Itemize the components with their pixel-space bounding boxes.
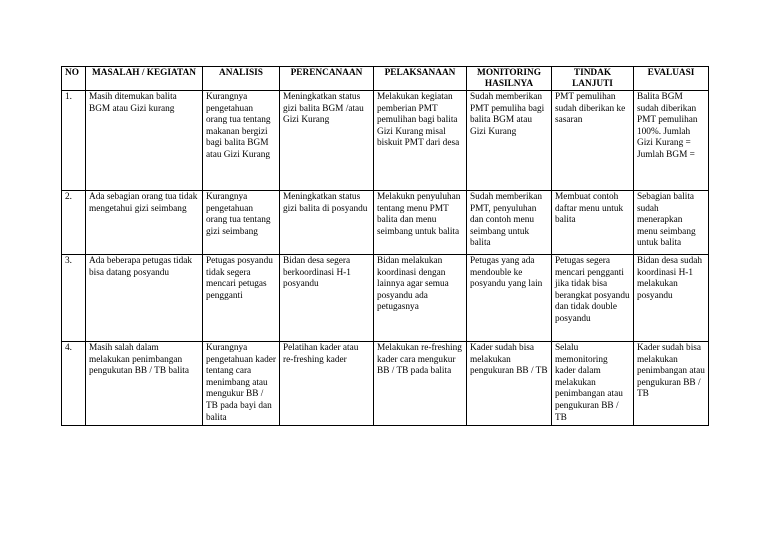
cell-analisis: Kurangnya pengetahuan orang tua tentang gizi seimbang bbox=[203, 191, 280, 255]
cell-masalah: Ada beberapa petugas tidak bisa datang posyandu bbox=[86, 255, 203, 342]
cell-perencanaan: Meningkatkan status gizi balita di posyandu bbox=[280, 191, 374, 255]
cell-tindak-lanjut: Membuat contoh daftar menu untuk balita bbox=[552, 191, 634, 255]
cell-no: 4. bbox=[62, 342, 86, 426]
cell-monitoring: Petugas yang ada mendouble ke posyandu yang lain bbox=[467, 255, 552, 342]
header-monitoring: MONITORING HASILNYA bbox=[467, 67, 552, 91]
cell-pelaksanaan: Bidan melakukan koordinasi dengan lainnya agar semua posyandu ada petugasnya bbox=[374, 255, 467, 342]
cell-no: 1. bbox=[62, 91, 86, 191]
header-perencanaan: PERENCANAAN bbox=[280, 67, 374, 91]
cell-evaluasi: Kader sudah bisa melakukan penimbangan atau pengukuran BB / TB bbox=[634, 342, 709, 426]
cell-tindak-lanjut: PMT pemulihan sudah diberikan ke sasaran bbox=[552, 91, 634, 191]
header-masalah: MASALAH / KEGIATAN bbox=[86, 67, 203, 91]
cell-masalah: Masih salah dalam melakukan penimbangan pengukutan BB / TB balita bbox=[86, 342, 203, 426]
cell-monitoring: Sudah memberikan PMT pemuliha bagi balita BGM atau Gizi Kurang bbox=[467, 91, 552, 191]
table-header-row bbox=[62, 67, 709, 91]
cell-monitoring: Kader sudah bisa melakukan pengukuran BB / TB bbox=[467, 342, 552, 426]
cell-pelaksanaan: Melakukn penyuluhan tentang menu PMT balita dan menu seimbang untuk balita bbox=[374, 191, 467, 255]
header-tindak-lanjut: TINDAK LANJUTI bbox=[552, 67, 634, 91]
table-row bbox=[62, 342, 709, 426]
cell-masalah: Masih ditemukan balita BGM atau Gizi kurang bbox=[86, 91, 203, 191]
cell-tindak-lanjut: Petugas segera mencari pengganti jika tidak bisa berangkat posyandu dan tidak double posyandu bbox=[552, 255, 634, 342]
table-row bbox=[62, 91, 709, 191]
cell-no: 2. bbox=[62, 191, 86, 255]
table-row bbox=[62, 191, 709, 255]
cell-analisis: Kurangnya pengetahuan orang tua tentang makanan bergizi bagi balita BGM atau Gizi Kurang bbox=[203, 91, 280, 191]
cell-tindak-lanjut: Selalu memonitoring kader dalam melakukan penimbangan atau pengukuran BB / TB bbox=[552, 342, 634, 426]
cell-analisis: Petugas posyandu tidak segera mencari petugas pengganti bbox=[203, 255, 280, 342]
table-row bbox=[62, 255, 709, 342]
header-analisis: ANALISIS bbox=[203, 67, 280, 91]
cell-pelaksanaan: Melakukan re-freshing kader cara mengukur BB / TB pada balita bbox=[374, 342, 467, 426]
cell-perencanaan: Meningkatkan status gizi balita BGM /atau Gizi Kurang bbox=[280, 91, 374, 191]
cell-masalah: Ada sebagian orang tua tidak mengetahui gizi seimbang bbox=[86, 191, 203, 255]
cell-perencanaan: Pelatihan kader atau re-freshing kader bbox=[280, 342, 374, 426]
cell-monitoring: Sudah memberikan PMT, penyuluhan dan contoh menu seimbang untuk balita bbox=[467, 191, 552, 255]
rtl-table bbox=[61, 66, 709, 426]
cell-analisis: Kurangnya pengetahuan kader tentang cara menimbang atau mengukur BB / TB pada bayi dan balita bbox=[203, 342, 280, 426]
cell-pelaksanaan: Melakukan kegiatan pemberian PMT pemulihan bagi balita Gizi Kurang misal biskuit PMT dari desa bbox=[374, 91, 467, 191]
header-evaluasi: EVALUASI bbox=[634, 67, 709, 91]
cell-perencanaan: Bidan desa segera berkoordinasi H-1 posyandu bbox=[280, 255, 374, 342]
header-no: NO bbox=[62, 67, 86, 91]
cell-no: 3. bbox=[62, 255, 86, 342]
header-pelaksanaan: PELAKSANAAN bbox=[374, 67, 467, 91]
cell-evaluasi: Sebagian balita sudah menerapkan menu seimbang untuk balita bbox=[634, 191, 709, 255]
cell-evaluasi: Balita BGM sudah diberikan PMT pemulihan 100%. Jumlah Gizi Kurang = Jumlah BGM = bbox=[634, 91, 709, 191]
cell-evaluasi: Bidan desa sudah koordinasi H-1 melakukan posyandu bbox=[634, 255, 709, 342]
